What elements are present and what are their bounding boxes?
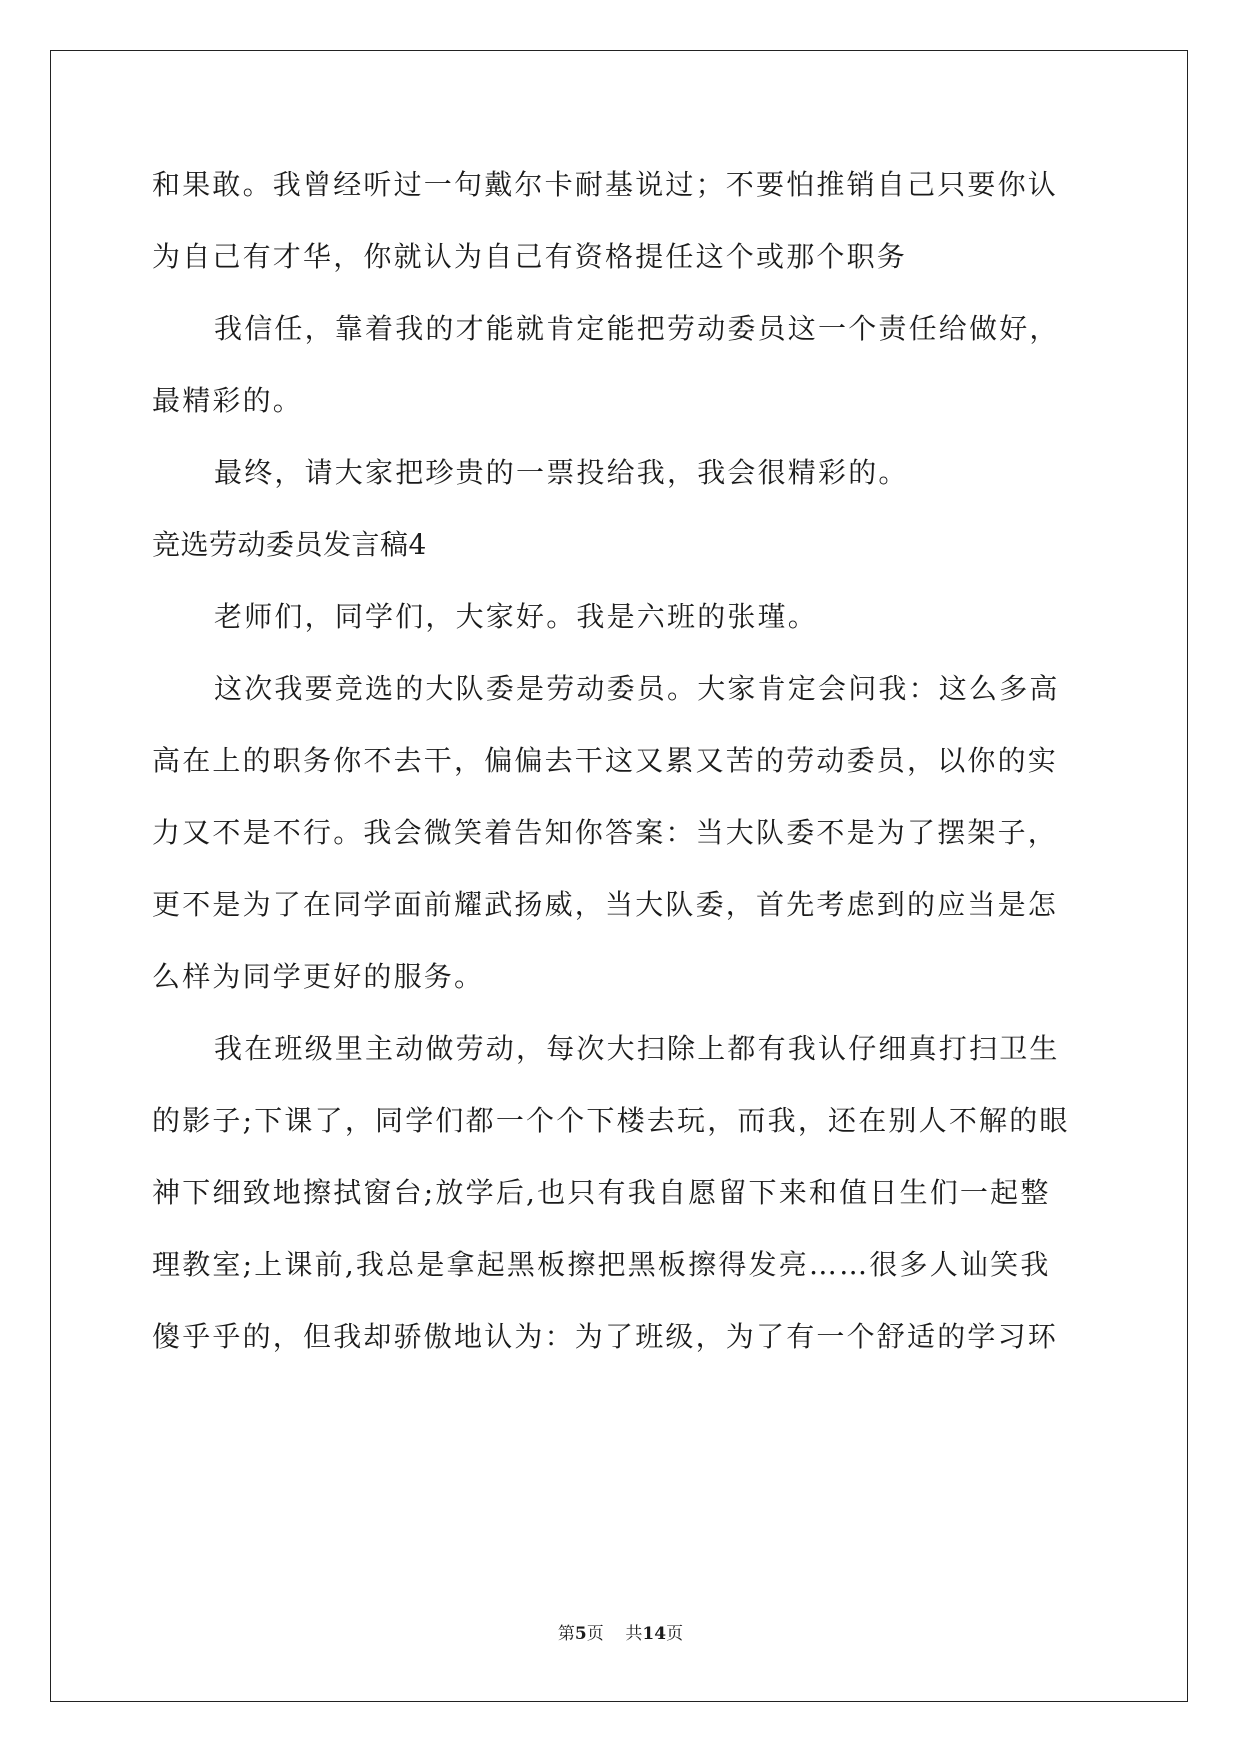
text-line: 傻乎乎的，但我却骄傲地认为：为了班级，为了有一个舒适的学习环 [152, 1320, 1059, 1353]
text-line: 更不是为了在同学面前耀武扬威，当大队委，首先考虑到的应当是怎 [152, 888, 1059, 921]
section-heading: 竞选劳动委员发言稿4 [152, 528, 427, 561]
total-suffix: 页 [666, 1624, 684, 1644]
paragraph-start: 我信任，靠着我的才能就肯定能把劳动委员这一个责任给做好， [214, 312, 1060, 345]
paragraph-start: 老师们，同学们，大家好。我是六班的张瑾。 [214, 600, 819, 633]
paragraph-start: 这次我要竞选的大队委是劳动委员。大家肯定会问我：这么多高 [214, 672, 1060, 705]
text-line: 理教室;上课前,我总是拿起黑板擦把黑板擦得发亮……很多人讪笑我 [152, 1248, 1051, 1281]
text-line: 神下细致地擦拭窗台;放学后,也只有我自愿留下来和值日生们一起整 [152, 1176, 1051, 1209]
paragraph-start: 我在班级里主动做劳动，每次大扫除上都有我认仔细真打扫卫生 [214, 1032, 1060, 1065]
text-line: 的影子;下课了，同学们都一个个下楼去玩，而我，还在别人不解的眼 [152, 1104, 1070, 1137]
text-line: 力又不是不行。我会微笑着告知你答案：当大队委不是为了摆架子， [152, 816, 1059, 849]
text-line: 高在上的职务你不去干，偏偏去干这又累又苦的劳动委员，以你的实 [152, 744, 1059, 777]
page-number: 5 [574, 1624, 587, 1644]
text-line: 么样为同学更好的服务。 [152, 960, 485, 993]
text-line: 最精彩的。 [152, 384, 304, 417]
total-prefix: 共 [625, 1624, 643, 1644]
total-pages: 14 [642, 1624, 667, 1644]
page-prefix: 第 [557, 1624, 575, 1644]
paragraph-start: 最终，请大家把珍贵的一票投给我，我会很精彩的。 [214, 456, 909, 489]
text-line: 为自己有才华，你就认为自己有资格提任这个或那个职务 [152, 240, 908, 273]
page-border [50, 50, 1188, 1702]
page-footer [0, 1622, 1241, 1646]
page-suffix: 页 [586, 1624, 604, 1644]
text-line: 和果敢。我曾经听过一句戴尔卡耐基说过；不要怕推销自己只要你认 [152, 168, 1059, 201]
